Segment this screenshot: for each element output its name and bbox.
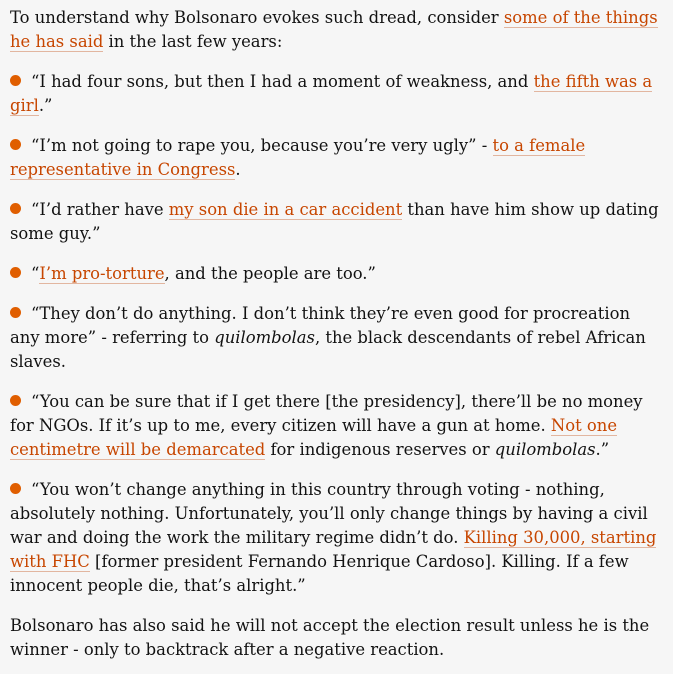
quote-text: “ xyxy=(31,264,40,283)
quote-text-end: .” xyxy=(595,440,610,459)
quote-text: “They don’t do anything. I don’t think they’re even good for procreation any more” - referring to xyxy=(10,304,630,347)
bullet-icon xyxy=(10,267,21,278)
quote-link[interactable]: I’m pro-torture xyxy=(39,264,165,283)
quote-text: “I’d rather have xyxy=(31,200,169,219)
quote-text-end: [former president Fernando Henrique Cardoso]. Killing. If a few innocent people die, that’s alright.” xyxy=(10,552,629,595)
quote-link[interactable]: my son die in a car accident xyxy=(168,200,403,219)
quote-item xyxy=(10,262,660,286)
bullet-icon xyxy=(10,203,21,214)
quote-text: “You won’t change anything in this country through voting - nothing, absolutely nothing. Unfortunately, you’ll only change things by having a civil war and doing the work the military regime didn’t do. xyxy=(10,480,648,547)
quote-item xyxy=(10,478,660,598)
quote-item xyxy=(10,390,660,462)
quote-text-end: than have him show up dating some guy.” xyxy=(10,200,659,243)
quote-emphasis: quilombolas xyxy=(214,328,315,347)
intro-paragraph xyxy=(10,6,660,54)
bullet-icon xyxy=(10,75,21,86)
bullet-icon xyxy=(10,395,21,406)
quote-text: “You can be sure that if I get there [the presidency], there’ll be no money for NGOs. If it’s up to me, every citizen will have a gun at home. xyxy=(10,392,643,435)
quote-text-end: . xyxy=(235,160,241,179)
bullet-icon xyxy=(10,483,21,494)
quote-text: “I’m not going to rape you, because you’re very ugly” - xyxy=(31,136,493,155)
intro-text: To understand why Bolsonaro evokes such dread, consider xyxy=(10,8,504,27)
quotes-source-link[interactable]: some of the things he has said xyxy=(10,8,658,51)
bullet-icon xyxy=(10,307,21,318)
quote-text-middle: for indigenous reserves or xyxy=(265,440,495,459)
intro-text-end: in the last few years: xyxy=(103,32,283,51)
quote-item xyxy=(10,302,660,374)
quote-text-end: , the black descendants of rebel African slaves. xyxy=(10,328,646,371)
quote-link[interactable]: the fifth was a girl xyxy=(10,72,653,115)
quote-text-end: .” xyxy=(38,96,53,115)
quote-text: “I had four sons, but then I had a moment of weakness, and xyxy=(31,72,534,91)
quote-link[interactable]: to a female representative in Congress xyxy=(10,136,586,179)
quote-emphasis: quilombolas xyxy=(494,440,596,459)
quote-item xyxy=(10,198,660,246)
quote-link[interactable]: Killing 30,000, starting with FHC xyxy=(10,528,657,571)
quote-item xyxy=(10,134,660,182)
quote-item xyxy=(10,70,660,118)
quote-text-end: , and the people are too.” xyxy=(164,264,376,283)
quote-link[interactable]: Not one centimetre will be demarcated xyxy=(10,416,618,459)
bullet-icon xyxy=(10,139,21,150)
closing-paragraph: Bolsonaro has also said he will not accept the election result unless he is the winner - only to backtrack after a negative reaction. xyxy=(10,616,650,659)
